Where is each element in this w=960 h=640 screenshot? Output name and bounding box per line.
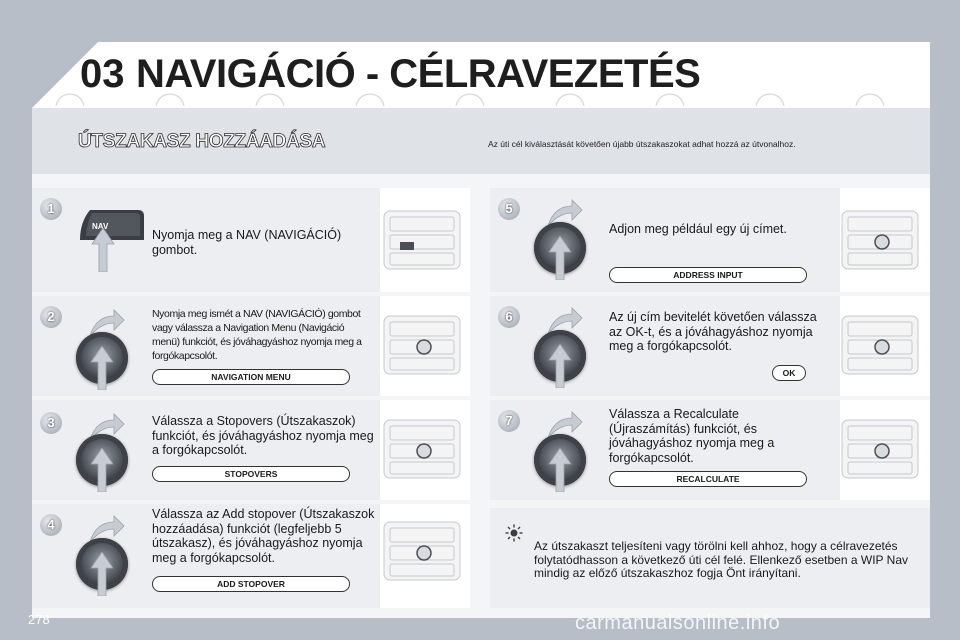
push-arrow-icon xyxy=(89,448,115,492)
step-4-badge: 4 xyxy=(40,514,62,536)
step-2-text: Nyomja meg ismét a NAV (NAVIGÁCIÓ) gombot vagy válassza a Navigation Menu (Navigáció menü) funkciót, és jóváhagyáshoz nyomja meg a forgókapcsolót. xyxy=(152,308,362,362)
step-6-menu-label: OK xyxy=(772,365,806,381)
step-1-badge: 1 xyxy=(40,198,62,220)
step-4-text: Válassza az Add stopover (Útszakaszok hozzáadása) funkciót (legfeljebb 5 útszakasz), és jóváhagyáshoz nyomja meg a forgókapcsolót. xyxy=(152,507,375,565)
step-7-text: Válassza a Recalculate (Újraszámítás) funkciót, és jóváhagyáshoz nyomja meg a forgókapcsolót. xyxy=(609,407,775,465)
page-number: 278 xyxy=(28,612,50,627)
radio-unit-image xyxy=(382,520,462,582)
push-arrow-icon xyxy=(89,552,115,596)
step-3-menu-label: STOPOVERS xyxy=(152,466,350,482)
step-2-menu-label: NAVIGATION MENU xyxy=(152,369,350,385)
intro-text: Az úti cél kiválasztását követően újabb útszakaszokat adhat hozzá az útvonalhoz. xyxy=(488,139,796,149)
step-7-badge: 7 xyxy=(498,410,520,432)
page-title: NAVIGÁCIÓ - CÉLRAVEZETÉS xyxy=(136,52,701,96)
radio-unit-image xyxy=(840,209,920,271)
radio-unit-image xyxy=(382,418,462,480)
header-decoration xyxy=(40,86,920,106)
radio-unit-image xyxy=(382,314,462,376)
push-arrow-icon xyxy=(547,344,573,388)
push-arrow-icon xyxy=(547,448,573,492)
chapter-number: 03 xyxy=(80,52,125,96)
watermark: carmanualsonline.info xyxy=(575,612,781,634)
push-arrow-icon xyxy=(90,228,116,272)
step-3-badge: 3 xyxy=(40,412,62,434)
step-7-menu-label: RECALCULATE xyxy=(609,471,807,487)
nav-button-label: NAV xyxy=(92,222,109,231)
step-6-text: Az új cím bevitelét követően válassza az OK-t, és a jóváhagyáshoz nyomja meg a forgókapcsolót. xyxy=(609,310,817,353)
step-4-menu-label: ADD STOPOVER xyxy=(152,576,350,592)
tip-text: Az útszakaszt teljesíteni vagy törölni kell ahhoz, hogy a célravezetés folytatódhasson a következő úti cél felé. Ellenkező esetben a WIP Nav mindig az előző útszakaszhoz fogja Önt irányítani. xyxy=(534,539,908,580)
radio-unit-image xyxy=(840,418,920,480)
radio-unit-image xyxy=(840,314,920,376)
step-5-badge: 5 xyxy=(498,198,520,220)
push-arrow-icon xyxy=(547,236,573,280)
step-1-text: Nyomja meg a NAV (NAVIGÁCIÓ) gombot. xyxy=(152,228,342,257)
step-6-badge: 6 xyxy=(498,306,520,328)
step-5-menu-label: ADDRESS INPUT xyxy=(609,267,807,283)
radio-unit-image xyxy=(382,209,462,271)
push-arrow-icon xyxy=(89,346,115,390)
step-2-badge: 2 xyxy=(40,306,62,328)
step-5-text: Adjon meg például egy új címet. xyxy=(609,222,787,236)
step-3-text: Válassza a Stopovers (Útszakaszok) funkciót, és jóváhagyáshoz nyomja meg a forgókapcsolót. xyxy=(152,414,374,457)
section-title: ÚTSZAKASZ HOZZÁADÁSA xyxy=(78,131,326,152)
lightbulb-icon xyxy=(505,524,523,542)
